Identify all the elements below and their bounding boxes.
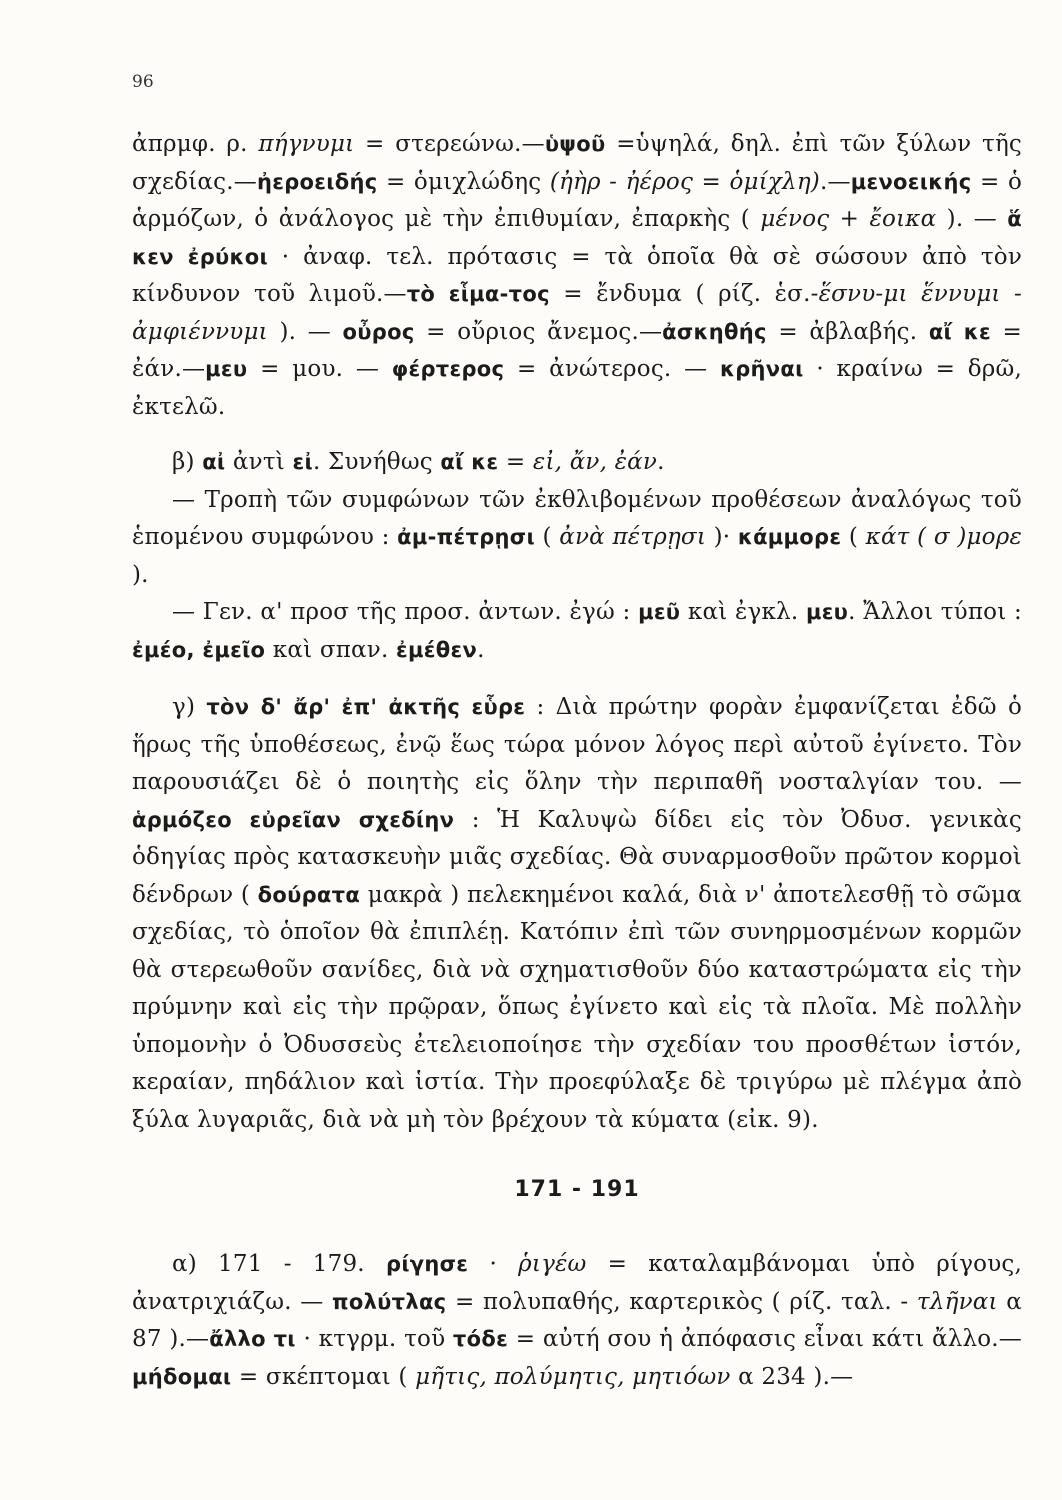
note-paragraph-consonants	[132, 482, 1022, 595]
text-run: καὶ σπαν.	[265, 636, 396, 663]
text-run: = ἔνδυμα ( ρίζ. ἑσ.-	[549, 281, 819, 307]
headword: τόδε	[452, 1327, 509, 1351]
text-run: · κτγρμ. τοῦ	[295, 1326, 453, 1352]
text-run: (	[841, 524, 866, 550]
note-paragraph-c	[132, 689, 1022, 1139]
headword: κρῆναι	[720, 357, 804, 381]
headword: ἀσκηθής	[662, 319, 767, 344]
headword: δούρατα	[257, 882, 361, 907]
text-run: : Ἡ Καλυψὼ δίδει εἰς τὸν Ὀδυσ. γενικὰς ὁδηγίας πρὸς κατασκευὴν μιᾶς σχεδίας. Θὰ συναρμοσθοῦν πρῶτον κορμοὶ δένδρων (	[132, 806, 1022, 908]
text-run: .	[657, 449, 665, 475]
text-run: = ἐάν.—	[132, 318, 1023, 382]
text-run: )·	[706, 524, 738, 550]
italic-text: μῆτις, πολύμητις, μητιόων	[415, 1363, 731, 1390]
headword: ἠεροειδής	[256, 169, 378, 194]
text-run: · κραίνω = δρῶ, ἐκτελῶ.	[132, 356, 1022, 420]
italic-text: πήγνυμι	[258, 131, 355, 157]
text-run: . Συνήθως	[312, 449, 441, 475]
text-run: = σκέπτομαι (	[231, 1363, 416, 1390]
headword: αἴ κε	[440, 450, 499, 474]
glossary-paragraph	[132, 126, 1022, 426]
book-page	[132, 72, 1022, 1396]
italic-text: (ἠὴρ - ἠέρος = ὁμίχλη)	[549, 168, 820, 195]
headword: μεῦ	[638, 600, 681, 624]
text-run: α 234 ).—	[730, 1363, 854, 1390]
text-run: =	[498, 449, 533, 475]
text-run: β)	[172, 449, 203, 475]
headword: μευ	[805, 600, 849, 624]
text-run: .—	[819, 168, 851, 195]
headword: αἴ κε	[928, 319, 991, 344]
text-run: (	[534, 524, 560, 550]
headword: ἄλλο τι	[209, 1327, 296, 1351]
note-paragraph-genitive	[132, 594, 1022, 669]
italic-text: κάτ ( σ )μορε	[865, 524, 1022, 550]
headword: εἰ	[292, 450, 313, 474]
headword: ὑψοῦ	[544, 132, 606, 156]
text-run: = οὔριος ἄνεμος.—	[414, 318, 663, 345]
text-run: = καταλαμβάνομαι ὑπὸ ρίγους, ἀνατριχιάζω. —	[132, 1251, 1022, 1315]
headword: κάμμορε	[737, 525, 842, 549]
text-run: = στερεώνω.—	[354, 131, 545, 157]
text-run: α 87 ).—	[132, 1288, 1022, 1352]
page-number: 96	[132, 72, 154, 92]
text-run: =ὑψηλά, δηλ. ἐπὶ τῶν ξύλων τῆς σχεδίας.—	[132, 131, 1023, 195]
note-paragraph-b	[132, 444, 1022, 482]
text-run: γ)	[172, 694, 207, 720]
text-run: α) 171 - 179.	[172, 1251, 386, 1277]
section-title: 171 - 191	[514, 1177, 640, 1202]
text-run: ἀπρμφ. ρ.	[132, 131, 259, 157]
headword: ἀμ-πέτρῃσι	[397, 525, 535, 549]
italic-text: ῥιγέω	[518, 1251, 587, 1277]
text-run: ). —	[936, 206, 1008, 232]
text-run: ).	[132, 561, 149, 588]
headword: τὸ εἷμα-τος	[406, 282, 550, 306]
headword: ἅ κεν ἐρύκοι	[132, 207, 1022, 269]
text-run: — Τροπὴ τῶν συμφώνων τῶν ἐκθλιβομένων προθέσεων ἀναλόγως τοῦ ἑπομένου συμφώνου :	[132, 486, 1022, 550]
text-run: . Ἄλλοι τύποι :	[848, 599, 1022, 625]
text-run: = μου. —	[247, 356, 392, 382]
text-run: = ὁ ἁρμόζων, ὁ ἀνάλογος μὲ τὴν ἐπιθυμίαν, ἐπαρκὴς (	[132, 168, 1022, 232]
headword: μευ	[205, 357, 248, 381]
note-paragraph-a	[132, 1246, 1022, 1396]
italic-text: εἰ, ἄν, ἐάν	[532, 449, 658, 475]
text-run: ). —	[267, 318, 343, 345]
headword: οὖρος	[342, 319, 415, 344]
text-run: ·	[468, 1251, 519, 1277]
text-run: : Διὰ πρώτην φορὰν ἐμφανίζεται ἐδῶ ὁ ἥρως τῆς ὑποθέσεως, ἐνῷ ἕως τώρα μόνον λόγος περὶ αὐτοῦ ἐγίνετο. Τὸν παρουσιάζει δὲ ὁ ποιητὴς εἰς ὅλην τὴν περιπαθῆ νοσταλγίαν του. —	[132, 694, 1022, 795]
italic-text: ἀνὰ πέτρῃσι	[559, 524, 707, 550]
headword: πολύτλας	[331, 1289, 447, 1314]
text-run: = ὁμιχλώδης	[377, 168, 550, 195]
text-run: = ἀβλαβής.	[766, 318, 929, 345]
text-run: = αὐτή σου ἡ ἀπόφασις εἶναι κάτι ἄλλο.—	[508, 1326, 1023, 1352]
text-run: .	[477, 636, 485, 663]
text-run: ἀντὶ	[225, 449, 293, 475]
text-run: καὶ ἐγκλ.	[680, 599, 806, 625]
text-run: = πολυπαθής, καρτερικὸς ( ρίζ. ταλ. -	[446, 1288, 917, 1315]
italic-text: τλῆναι	[916, 1288, 998, 1315]
text-run: — Γεν. α' προσ τῆς προσ. ἀντων. ἐγώ :	[172, 599, 639, 625]
text-run: μακρὰ ) πελεκημένοι καλά, διὰ ν' ἀποτελεσθῇ τὸ σῶμα σχεδίας, τὸ ὁποῖον θὰ ἐπιπλέῃ. Κατόπιν ἐπὶ τῶν συνηρμοσμένων κορμῶν θὰ στερεωθοῦν σανίδες, διὰ νὰ σχηματισθοῦν δύο καταστρώματα εἰς τὴν πρύμνην καὶ εἰς τὴν πρῷραν, ὅπως ἐγίνετο καὶ εἰς τὰ πλοῖα. Μὲ πολλὴν ὑπομονὴν ὁ Ὀδυσσεὺς ἐτελειοποίησε τὴν σχεδίαν του προσθέτων ἱστόν, κεραίαν, πηδάλιον καὶ ἱστία. Τὴν προεφύλαξε δὲ τριγύρω μὲ πλέγμα ἀπὸ ξύλα λυγαριᾶς, διὰ νὰ μὴ τὸν βρέχουν τὰ κύματα (εἰκ. 9).	[132, 881, 1022, 1133]
headword: ρίγησε	[385, 1252, 469, 1276]
italic-text: ἕσνυ-μι ἕννυμι - ἀμφιέννυμι	[132, 281, 1023, 345]
text-run: = ἀνώτερος. —	[504, 356, 720, 382]
text-run: · ἀναφ. τελ. πρότασις = τὰ ὁποῖα θὰ σὲ σώσουν ἀπὸ τὸν κίνδυνον τοῦ λιμοῦ.—	[132, 243, 1022, 307]
headword: μενοεικής	[850, 169, 972, 194]
headword: φέρτερος	[391, 357, 505, 381]
headword: ἁρμόζεο εὐρεῖαν σχεδίην	[132, 807, 455, 832]
headword: τὸν δ' ἄρ' ἐπ' ἀκτῆς εὗρε	[206, 695, 526, 719]
headword: αἰ	[202, 450, 226, 474]
headword: ἐμέθεν	[396, 637, 478, 662]
headword: ἐμέο, ἐμεῖο	[132, 637, 266, 662]
headword: μήδομαι	[132, 1364, 232, 1389]
italic-text: μένος + ἔοικα	[760, 206, 937, 232]
